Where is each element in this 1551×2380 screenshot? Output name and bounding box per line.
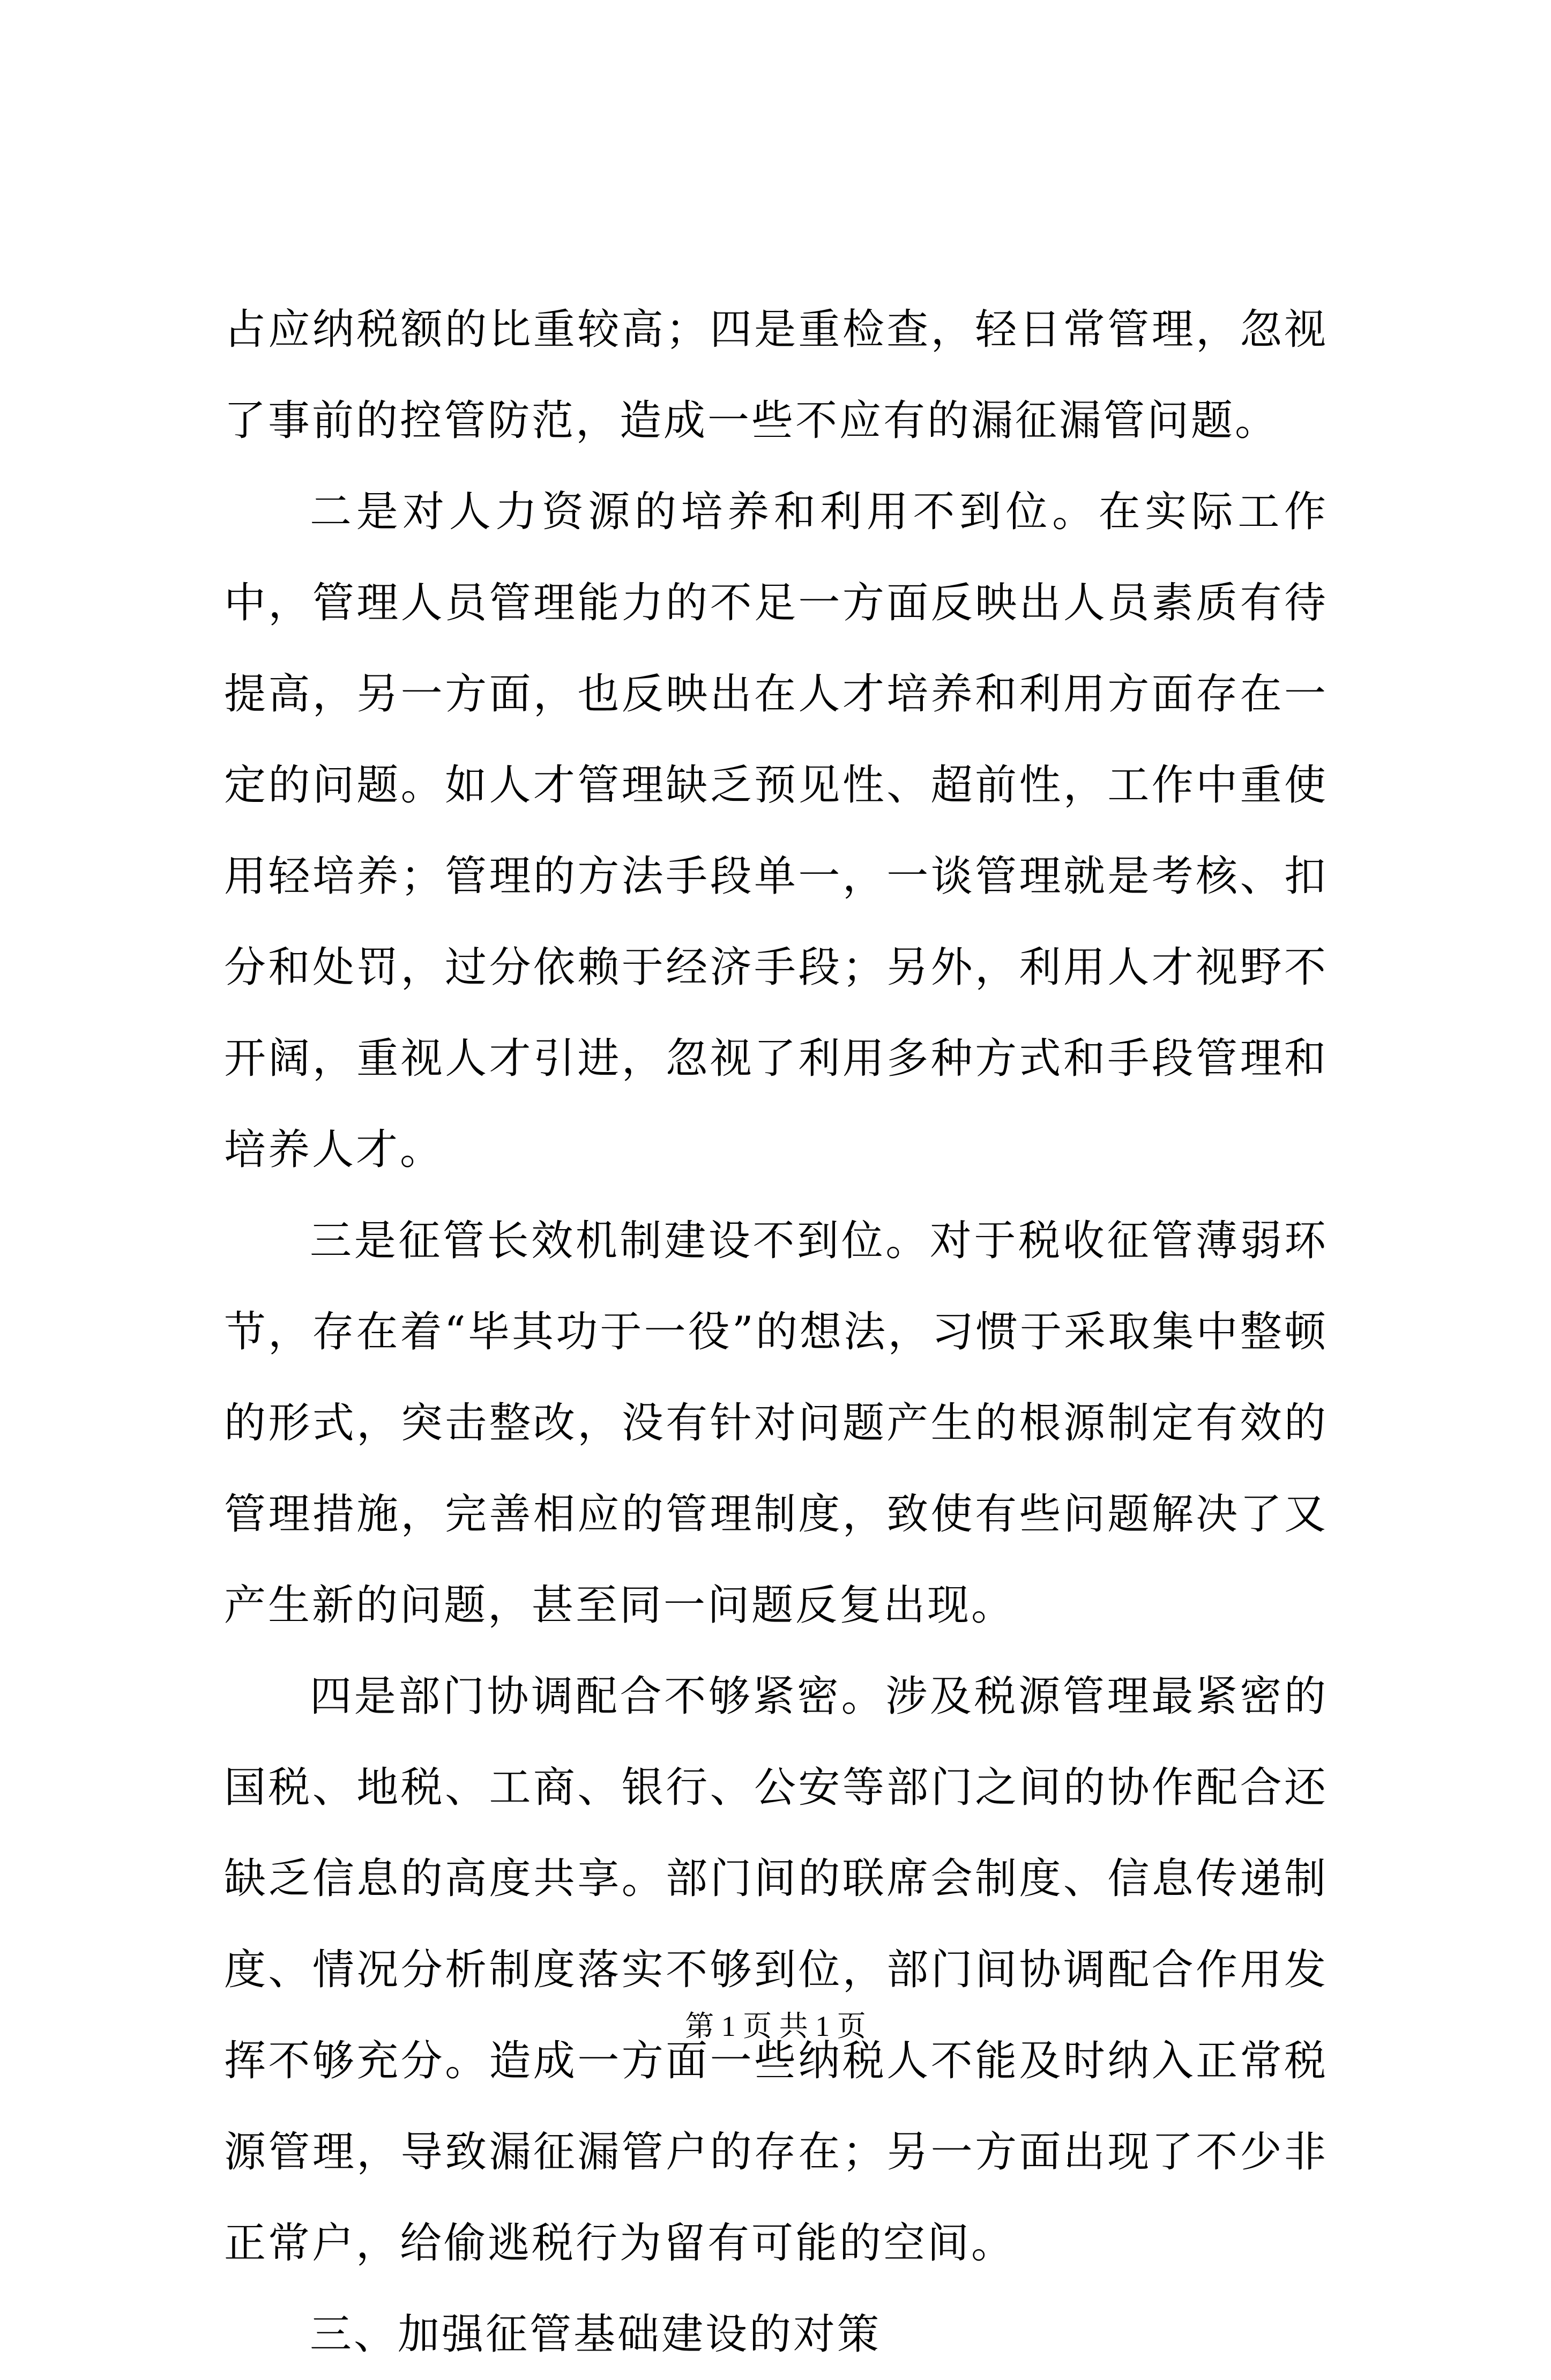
paragraph-department-coordination: 四是部门协调配合不够紧密。涉及税源管理最紧密的国税、地税、工商、银行、公安等部门之间的协作配合还缺乏信息的高度共享。部门间的联席会制度、信息传递制度、情况分析制度落实不够到位，部门间协调配合作用发挥不够充分。造成一方面一些纳税人不能及时纳入正常税源管理，导致漏征漏管户的存在；另一方面出现了不少非正常户，给偷逃税行为留有可能的空间。 xyxy=(224,1672,1328,2267)
document-body xyxy=(224,284,1328,2380)
paragraph-human-resources: 二是对人力资源的培养和利用不到位。在实际工作中，管理人员管理能力的不足一方面反映出人员素质有待提高，另一方面，也反映出在人才培养和利用方面存在一定的问题。如人才管理缺乏预见性、超前性，工作中重使用轻培养；管理的方法手段单一，一谈管理就是考核、扣分和处罚，过分依赖于经济手段；另外，利用人才视野不开阔，重视人才引进，忽视了利用多种方式和手段管理和培养人才。 xyxy=(224,488,1328,1174)
page-footer xyxy=(0,2007,1551,2045)
paragraph-long-term-mechanism: 三是征管长效机制建设不到位。对于税收征管薄弱环节，存在着“毕其功于一役”的想法，习惯于采取集中整顿的形式，突击整改，没有针对问题产生的根源制定有效的管理措施，完善相应的管理制度，致使有些问题解决了又产生新的问题，甚至同一问题反复出现。 xyxy=(224,1217,1328,1630)
section-heading-countermeasures: 三、加强征管基础建设的对策 xyxy=(310,2310,882,2359)
page-number-label: 第 1 页 共 1 页 xyxy=(685,2010,866,2042)
paragraph-continuation: 占应纳税额的比重较高；四是重检查，轻日常管理，忽视了事前的控管防范，造成一些不应有的漏征漏管问题。 xyxy=(224,306,1328,445)
